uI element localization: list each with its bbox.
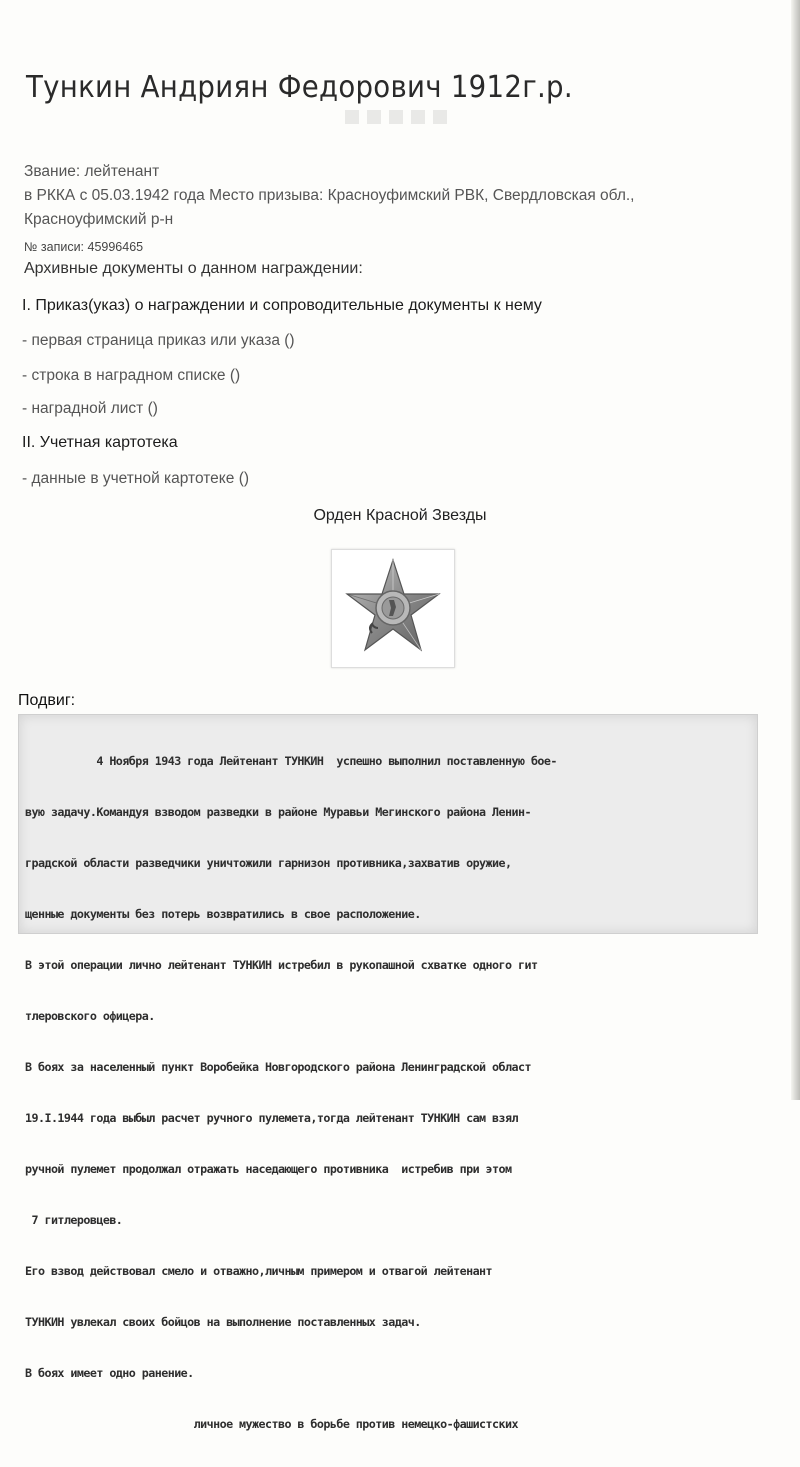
award-image [331, 549, 455, 668]
page-title: Тункин Андриян Федорович 1912г.р. [26, 70, 573, 105]
doc-link-award-list-line[interactable]: - строка в наградном списке () [22, 367, 241, 384]
doc-link-order-first-page[interactable]: - первая страница приказ или указа () [22, 332, 295, 349]
feat-line: градской области разведчики уничтожили гарнизон противника,захватив оружие, [25, 856, 512, 870]
section-orders-heading: I. Приказ(указ) о награждении и сопроводительные документы к нему [22, 297, 542, 314]
red-star-order-icon [332, 550, 454, 667]
feat-line: 4 Ноября 1943 года Лейтенант ТУНКИН успешно выполнил поставленную бое- [25, 754, 557, 768]
feat-text [25, 719, 753, 1467]
feat-line: ручной пулемет продолжал отражать наседающего противника истребив при этом [25, 1162, 512, 1176]
award-name: Орден Красной Звезды [313, 507, 487, 524]
doc-link-card-index-data[interactable]: - данные в учетной картотеке () [22, 470, 250, 487]
scan-edge [791, 0, 800, 1100]
feat-scan-image [18, 714, 758, 1431]
doc-link-award-sheet[interactable]: - наградной лист () [22, 400, 158, 417]
feat-line: В этой операции лично лейтенант ТУНКИН истребил в рукопашной схватке одного гит [25, 958, 538, 972]
feat-line: личное мужество в борьбе против немецко-фашистских [25, 1417, 518, 1431]
feat-line: тлеровского офицера. [25, 1009, 155, 1023]
feat-line: 19.I.1944 года выбыл расчет ручного пулемета,тогда лейтенант ТУНКИН сам взял [25, 1111, 518, 1125]
feat-line: щенные документы без потерь возвратились в свое расположение. [25, 907, 421, 921]
rank-text: Звание: лейтенант [24, 163, 160, 180]
archive-heading: Архивные документы о данном награждении: [24, 260, 363, 277]
feat-line: В боях за населенный пункт Воробейка Новгородского района Ленинградской област [25, 1060, 531, 1074]
feat-line: Его взвод действовал смело и отважно,личным примером и отвагой лейтенант [25, 1264, 493, 1278]
faint-scan-artifact [345, 110, 455, 124]
record-number: № записи: 45996465 [24, 240, 144, 254]
section-card-index-heading: II. Учетная картотека [22, 434, 178, 451]
service-text-line1: в РККА с 05.03.1942 года Место призыва: Красноуфимский РВК, Свердловская обл., [24, 187, 635, 204]
feat-label: Подвиг: [18, 692, 76, 709]
feat-line: В боях имеет одно ранение. [25, 1366, 194, 1380]
service-text-line2: Красноуфимский р-н [24, 211, 174, 228]
feat-line: вую задачу.Командуя взводом разведки в районе Муравьи Мегинского района Ленин- [25, 805, 531, 819]
soldier-info [24, 160, 704, 232]
feat-line: ТУНКИН увлекал своих бойцов на выполнение поставленных задач. [25, 1315, 421, 1329]
feat-line: 7 гитлеровцев. [25, 1213, 123, 1227]
